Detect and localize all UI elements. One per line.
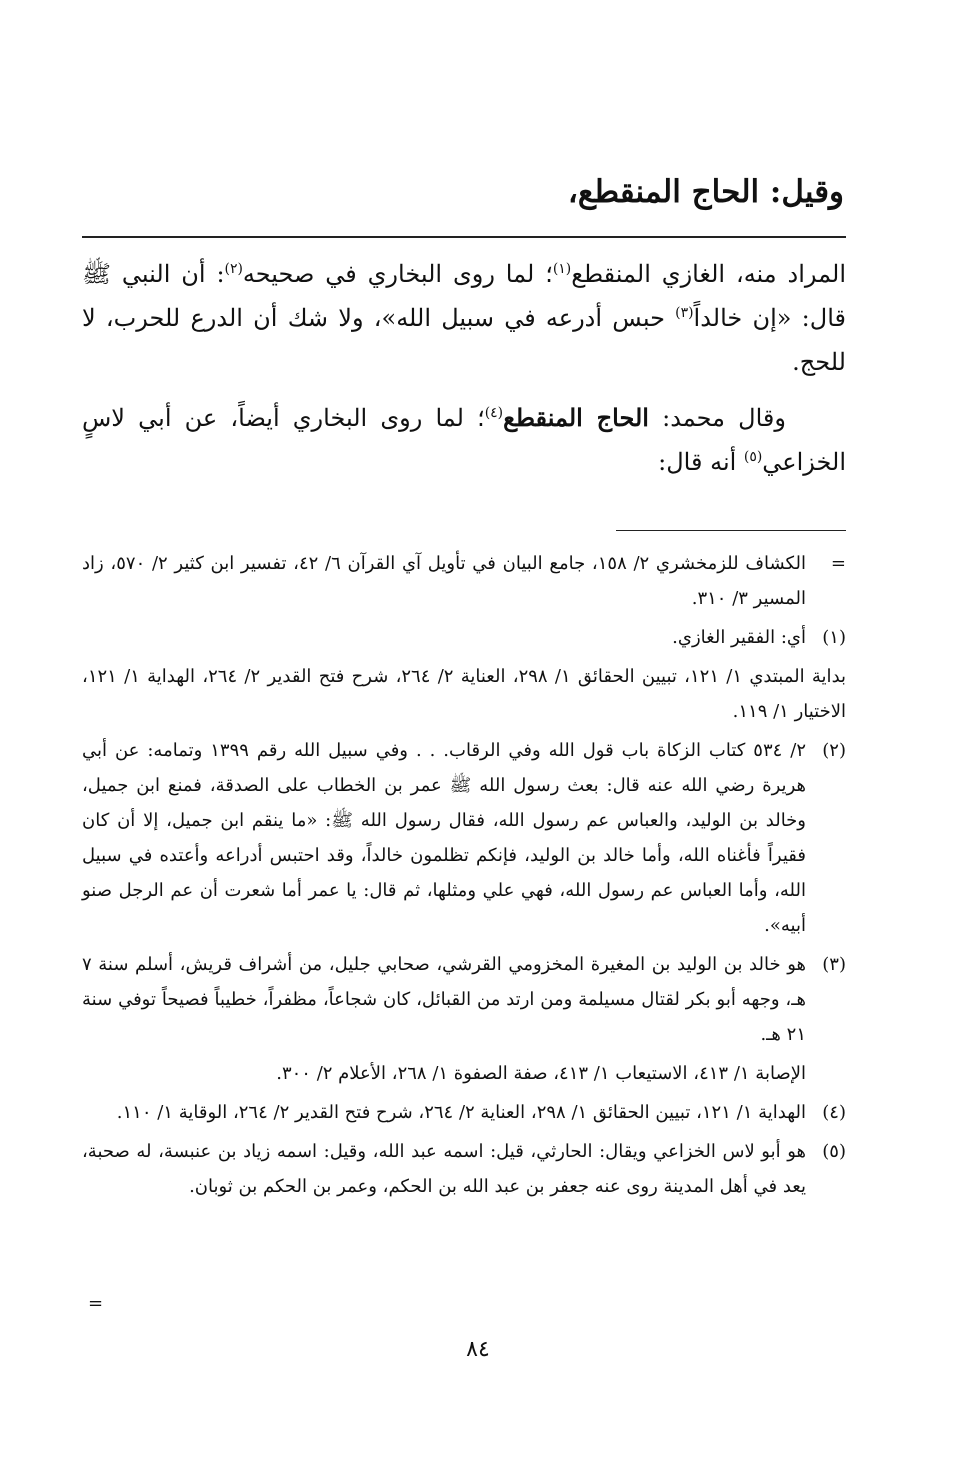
footnote-3-mark: (٣) — [822, 954, 846, 975]
footnote-5-text: هو أبو لاس الخزاعي ويقال: الحارثي، قيل: اسمه عبد الله، وقيل: اسمه زياد بن عنبسة، له صحبة، يعد في أهل المدينة روى عنه جعفر بن عبد الله بن الحكم، وعمر بن الحكم بن ثوبان. — [82, 1141, 806, 1197]
footnote-3 — [82, 947, 846, 1052]
footnote-2-text: ٢/ ٥٣٤ كتاب الزكاة باب قول الله وفي الرقاب. . . وفي سبيل الله رقم ١٣٩٩ وتمامه: عن أبي هريرة رضي الله عنه قال: بعث رسول الله ﷺ عمر بن الخطاب على الصدقة، فمنع ابن جميل، وخالد بن الوليد، والعباس عم رسول الله، فقال رسول الله ﷺ: «ما ينقم ابن جميل، إلا أن كان فقيراً فأغناه الله، وأما خالد بن الوليد، فإنكم تظلمون خالداً، وقد احتبس أدراعه وأعتده في سبيل الله، وأما العباس عم رسول الله، فهي علي ومثلها، ثم قال: يا عمر أما شعرت أن عم الرجل صنو أبيه». — [82, 740, 806, 936]
paragraph-1 — [82, 252, 846, 384]
footnote-ref-5[interactable]: (٥) — [743, 449, 763, 465]
heading-text: وقيل: الحاج المنقطع، — [567, 174, 844, 210]
carryover-mark: = — [830, 553, 846, 574]
footnote-1 — [82, 620, 846, 655]
main-text — [82, 252, 846, 496]
footnote-divider — [616, 530, 846, 531]
heading-divider — [82, 236, 846, 238]
p2-text-a: وقال محمد: — [648, 404, 786, 432]
p1-text-b: ؛ لما روى البخاري في صحيحه — [242, 260, 553, 288]
footnote-4 — [82, 1095, 846, 1130]
carryover-text: الكشاف للزمخشري ٢/ ١٥٨، جامع البيان في تأويل آي القرآن ٦/ ٤٢، تفسير ابن كثير ٢/ ٥٧٠، زاد المسير ٣/ ٣١٠. — [82, 553, 806, 609]
p1-text-d: حبس أدرعه في سبيل الله»، ولا شك أن الدرع للحرب، لا للحج. — [82, 304, 846, 376]
p1-text-a: المراد منه، الغازي المنقطع — [571, 260, 847, 288]
footnote-2 — [82, 733, 846, 943]
p2-bold-term: الحاج المنقطع — [503, 403, 649, 432]
footnote-5 — [82, 1134, 846, 1204]
footnote-ref-2[interactable]: (٢) — [224, 261, 243, 277]
footnote-ref-3[interactable]: (٣) — [675, 305, 694, 321]
footnote-1-mark: (١) — [822, 627, 846, 648]
footnote-3-sources — [82, 1056, 846, 1091]
footnote-carryover — [82, 546, 846, 616]
p1-text-c: : أن النبي ﷺ قال: «إن خالداً — [82, 260, 846, 332]
footnote-ref-4[interactable]: (٤) — [484, 405, 504, 421]
footnote-1-sources-text: بداية المبتدي ١/ ١٢١، تبيين الحقائق ١/ ٢٩٨، العناية ٢/ ٢٦٤، شرح فتح القدير ٢/ ٢٦٤، الهداية ١/ ١٢١، الاختيار ١/ ١١٩. — [82, 666, 847, 722]
footnote-3-text: هو خالد بن الوليد بن المغيرة المخزومي القرشي، صحابي جليل، من أشراف قريش، أسلم سنة ٧ هـ، وجهه أبو بكر لقتال مسيلمة ومن ارتد من القبائل، كان شجاعاً، مظفراً، خطيباً فصيحاً توفي سنة ٢١ هـ. — [82, 954, 806, 1045]
footnote-5-mark: (٥) — [822, 1141, 846, 1162]
p2-text-b: ؛ لما روى البخاري أيضاً، عن أبي لاسٍ الخزاعي — [82, 404, 846, 476]
section-heading — [104, 170, 844, 214]
footnote-1-sources — [82, 659, 846, 729]
footnote-4-mark: (٤) — [822, 1102, 846, 1123]
footnote-1-text: أي: الفقير الغازي. — [672, 627, 806, 648]
page-number: ٨٤ — [466, 1337, 490, 1362]
paragraph-2 — [82, 396, 846, 484]
footnote-4-text: الهداية ١/ ١٢١، تبيين الحقائق ١/ ٢٩٨، العناية ٢/ ٢٦٤، شرح فتح القدير ٢/ ٢٦٤، الوقاية ١/ ١١٠. — [116, 1102, 806, 1123]
footnote-continues-mark: = — [88, 1293, 104, 1314]
footnote-3-sources-text: الإصابة ١/ ٤١٣، الاستيعاب ١/ ٤١٣، صفة الصفوة ١/ ٢٦٨، الأعلام ٢/ ٣٠٠. — [276, 1063, 806, 1084]
footnote-ref-1[interactable]: (١) — [552, 261, 572, 277]
footnote-2-mark: (٢) — [822, 740, 846, 761]
footnotes — [82, 546, 846, 1208]
p2-text-c: أنه قال: — [658, 448, 744, 476]
